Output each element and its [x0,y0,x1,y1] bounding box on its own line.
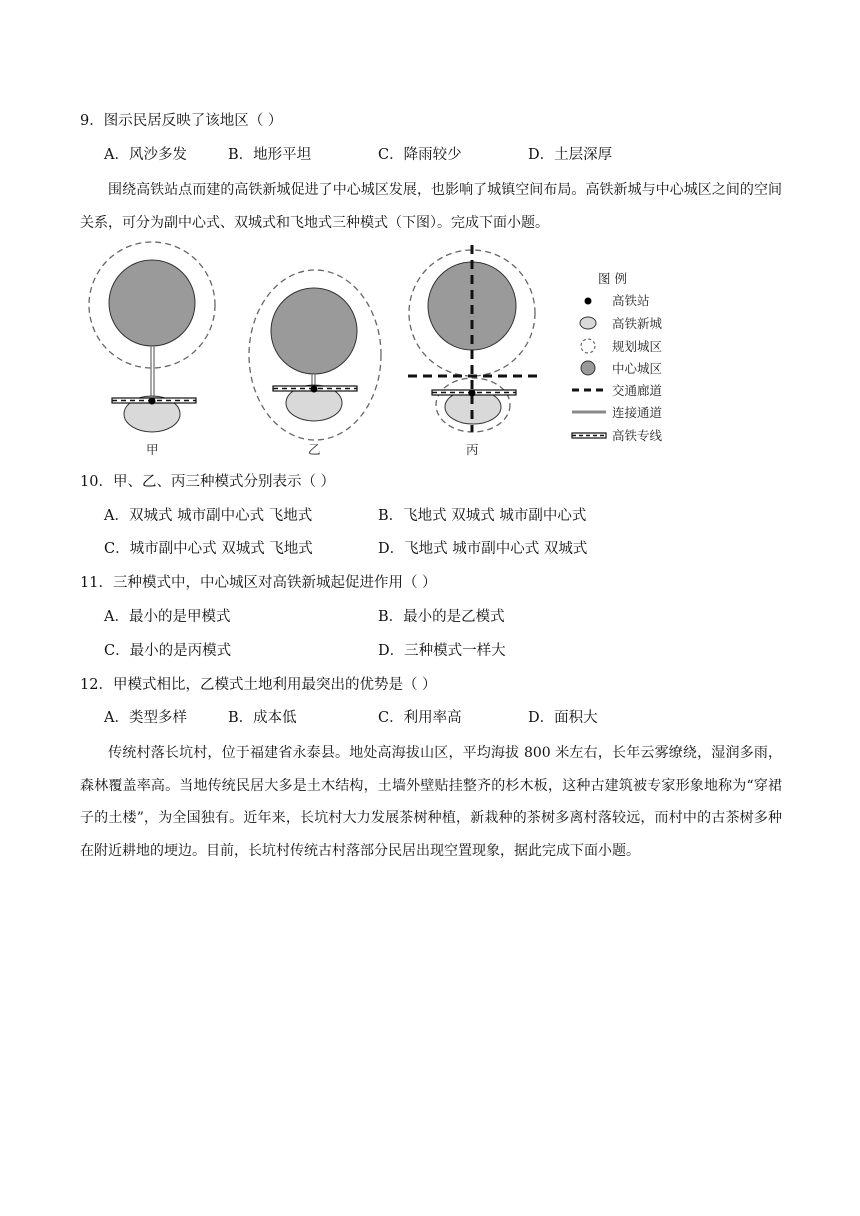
label-bing: 丙 [466,442,479,457]
legend-station-icon [585,298,592,305]
q9-stem: 9．图示民居反映了该地区（ ） [80,113,283,129]
q11-option-b: B．最小的是乙模式 [378,609,505,625]
q9-option-c: C．降雨较少 [378,147,462,163]
intro-2-text: 传统村落长坑村，位于福建省永泰县。地处高海拔山区，平均海拔 800 米左右，长年云雾缭绕，湿润多雨，森林覆盖率高。当地传统民居大多是土木结构，土墙外壁贴挂整齐的杉木板，这种古建筑被专家形象地称为“穿裙子的土楼”，为全国独有。近年来，长坑村大力发展茶树种植，新栽种的茶树多离村落较远，而村中的古茶树多种在附近耕地的埂边。目前，长坑村传统古村落部分民居出现空置现象，据此完成下面小题。 [80,745,782,859]
legend-connection-label: 连接通道 [612,405,663,420]
q10-option-c: C．城市副中心式 双城式 飞地式 [104,541,313,557]
intro-paragraph-1 [80,174,782,239]
legend-hsr-label: 高铁专线 [612,428,663,443]
mode-diagram [80,240,680,460]
q11-option-a: A．最小的是甲模式 [104,609,231,625]
q9-option-a: A．风沙多发 [104,147,187,163]
q9-option-b: B．地形平坦 [228,147,312,163]
q12-option-c: C．利用率高 [378,710,462,726]
intro-1-text: 围绕高铁站点而建的高铁新城促进了中心城区发展，也影响了城镇空间布局。高铁新城与中心城区之间的空间关系，可分为副中心式、双城式和飞地式三种模式（下图）。完成下面小题。 [80,182,782,231]
legend-planned-label: 规划城区 [612,339,663,354]
legend-newcity-label: 高铁新城 [612,316,663,331]
q11-option-d: D．三种模式一样大 [378,643,506,659]
q12-option-a: A．类型多样 [104,710,187,726]
legend-newcity-icon [580,317,596,329]
diagram-yi [249,270,381,457]
hsr-station-bing [469,390,476,397]
label-jia: 甲 [146,442,159,457]
legend-center-label: 中心城区 [612,361,663,376]
q9-option-d: D．土层深厚 [528,147,613,163]
q10-option-b: B．飞地式 双城式 城市副中心式 [378,508,587,524]
q11-option-c: C．最小的是丙模式 [104,643,232,659]
q10-option-a: A．双城式 城市副中心式 飞地式 [104,508,313,524]
intro-paragraph-2 [80,737,782,867]
hsr-station-jia [149,398,156,405]
q12-option-d: D．面积大 [528,710,598,726]
q10-stem: 10．甲、乙、丙三种模式分别表示（ ） [80,474,336,490]
center-city-yi [271,288,357,374]
diagram-bing [408,245,540,457]
hsr-station-yi [311,386,318,393]
q11-stem: 11．三种模式中，中心城区对高铁新城起促进作用（ ） [80,575,437,591]
legend-corridor-label: 交通廊道 [612,383,663,398]
legend-planned-icon [581,339,595,353]
q12-stem: 12．甲模式相比，乙模式土地利用最突出的优势是（ ） [80,677,437,693]
center-city-jia [109,260,195,346]
q12-option-b: B．成本低 [228,710,297,726]
q10-option-d: D．飞地式 城市副中心式 双城式 [378,541,588,557]
legend-title: 图 例 [598,271,627,286]
legend [572,271,663,443]
diagram-jia [89,242,215,457]
legend-station-label: 高铁站 [612,293,650,308]
legend-center-icon [581,361,595,375]
label-yi: 乙 [308,442,321,457]
